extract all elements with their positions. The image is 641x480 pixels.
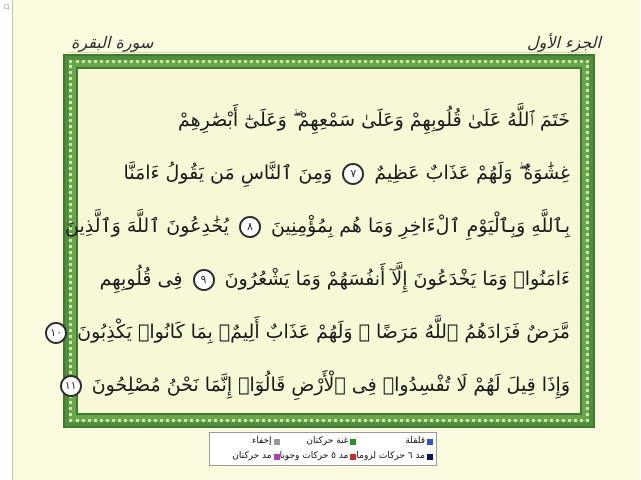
ayah-number-marker[interactable]: ٧ <box>342 163 364 185</box>
legend-swatch <box>350 439 356 445</box>
verse-area <box>50 69 580 413</box>
header-divider <box>68 52 588 53</box>
ayah-number-marker[interactable]: ٩ <box>193 269 215 291</box>
legend-item <box>213 450 280 463</box>
legend-item <box>280 450 357 463</box>
text-panel <box>50 67 582 415</box>
page-header <box>13 0 641 54</box>
verse-line <box>64 372 570 425</box>
tajweed-legend <box>209 432 437 466</box>
legend-item <box>213 435 280 448</box>
legend-item <box>356 450 433 463</box>
ayah-number-marker[interactable]: ١٠ <box>45 322 67 344</box>
legend-item <box>280 435 357 448</box>
legend-label: مد ٥ حركات وجوبا <box>279 451 349 461</box>
left-strip <box>0 0 12 480</box>
juz-title: الجزء الأول <box>526 33 601 52</box>
verse-line <box>88 266 570 319</box>
verse-line <box>65 213 570 266</box>
verse-text: غِشَٰوَةٌ ۖ وَلَهُمْ عَذَابٌ عَظِيمٌ <box>374 162 570 184</box>
legend-label: مد حركتان <box>232 451 272 461</box>
legend-swatch <box>427 439 433 445</box>
legend-swatch <box>274 454 280 460</box>
legend-label: مد ٦ حركات لزوما <box>356 451 425 461</box>
legend-swatch <box>274 439 280 445</box>
verse-line <box>88 107 570 160</box>
frame-border <box>50 60 589 422</box>
verse-text: خَتَمَ ٱللَّهُ عَلَىٰ قُلُوبِهِمْ وَعَلَىٰ سَمْعِهِمْ ۖ وَعَلَىٰٓ أَبْصَٰرِهِمْ <box>177 109 570 131</box>
verse-text: وَمِنَ ٱلنَّاسِ مَن يَقُولُ ءَامَنَّا <box>123 162 333 184</box>
verse-text: مَّرَضٌ فَزَادَهُمُ ٱللَّهُ مَرَضًا ۖ وَلَهُمْ عَذَابٌ أَلِيمٌۢ بِمَا كَانُوا۟ يَكْذِبُونَ <box>77 321 570 343</box>
legend-label: إخفاء <box>251 436 272 446</box>
verse-text: ءَامَنُوا۟ وَمَا يَخْدَعُونَ إِلَّآ أَنفُسَهُمْ وَمَا يَشْعُرُونَ <box>224 268 570 290</box>
legend-swatch <box>427 454 433 460</box>
legend-swatch <box>350 454 356 460</box>
mushaf-page <box>12 0 640 480</box>
verse-line <box>88 160 570 213</box>
legend-label: قلقلة <box>405 436 425 446</box>
verse-text: وَإِذَا قِيلَ لَهُمْ لَا تُفْسِدُوا۟ فِى ٱلْأَرْضِ قَالُوٓا۟ إِنَّمَا نَحْنُ مُصْلِحُونَ <box>91 374 570 396</box>
ayah-number-marker[interactable]: ٨ <box>239 216 261 238</box>
legend-item <box>356 435 433 448</box>
ornamental-frame <box>50 54 595 428</box>
verse-text: فِى قُلُوبِهِم <box>99 268 183 290</box>
square-icon: ▫ <box>3 2 10 12</box>
verse-line <box>50 319 570 372</box>
legend-label: غنة حركتان <box>306 436 349 446</box>
surah-title: سورة البقرة <box>71 33 154 52</box>
verse-text: يُخَٰدِعُونَ ٱللَّهَ وَٱلَّذِينَ <box>65 215 229 237</box>
verse-text: بِٱللَّهِ وَبِٱلْيَوْمِ ٱلْءَاخِرِ وَمَا هُم بِمُؤْمِنِينَ <box>271 215 570 237</box>
ayah-number-marker[interactable]: ١١ <box>60 375 82 397</box>
